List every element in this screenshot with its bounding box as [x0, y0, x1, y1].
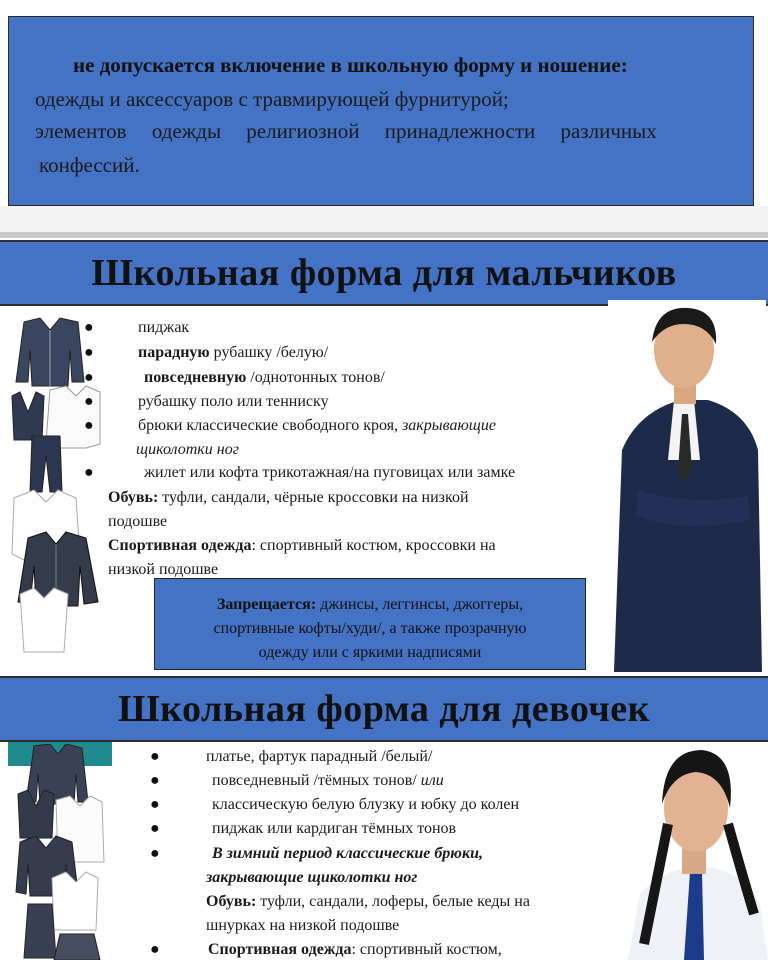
bullet: ● [84, 319, 94, 336]
girls-item-everyday: повседневный /тёмных тонов/ или [212, 772, 444, 789]
boys-item-formal-shirt: парадную рубашку /белую/ [138, 344, 329, 361]
boys-sportswear: Спортивная одежда: спортивный костюм, кроссовки на [108, 537, 496, 554]
polo-sketch [20, 588, 68, 652]
boys-item-trousers: брюки классические свободного кроя, закрывающие [138, 417, 496, 434]
notice-line: элементов одежды религиозной принадлежности различных [35, 119, 657, 143]
girls-sportswear: Спортивная одежда: спортивный костюм, [208, 941, 502, 958]
boys-heading-text: Школьная форма для мальчиков [91, 252, 677, 294]
notice-line: конфессий. [39, 153, 140, 177]
girls-item-jacket: пиджак или кардиган тёмных тонов [212, 820, 457, 837]
girls-item-winter-trousers: В зимний период классические брюки, [212, 845, 483, 862]
girls-section-heading [0, 676, 768, 742]
boys-item-vest: жилет или кофта трикотажная/на пуговицах или замке [144, 464, 516, 481]
white-shirt-sketch-girls [52, 872, 98, 930]
forbid-line: одежду или с яркими надписями [258, 644, 482, 661]
separator-strip [0, 206, 768, 234]
girls-jacket-sketch [26, 744, 88, 804]
bullet: ● [84, 369, 94, 386]
bullet: ● [84, 464, 94, 481]
bullet: ● [150, 748, 160, 765]
boys-forbidden-box [154, 578, 586, 670]
girls-item-blouse-skirt: классическую белую блузку и юбку до колен [212, 796, 520, 813]
bullet: ● [150, 820, 160, 837]
separator-line [0, 232, 768, 238]
girls-shoes: Обувь: туфли, сандали, лоферы, белые кеды на [206, 893, 530, 910]
bullet: ● [150, 941, 160, 958]
bullet: ● [150, 796, 160, 813]
boy-in-suit-photo [608, 300, 766, 672]
boys-sportswear-cont: низкой подошве [108, 561, 219, 578]
notice-line: одежды и аксессуаров с травмирующей фурнитурой; [35, 87, 509, 111]
bullet: ● [150, 772, 160, 789]
jacket-sketch [16, 318, 84, 386]
notice-lead: не допускается включение в школьную форму и ношение: [73, 53, 628, 77]
girls-item-winter-trousers-cont: закрывающие щиколотки ног [206, 869, 418, 886]
girls-shoes-cont: шнурках на низкой подошве [206, 917, 400, 934]
forbid-line: Запрещается: джинсы, леггинсы, джоггеры, [216, 596, 524, 613]
bullet: ● [150, 845, 160, 862]
boys-item-jacket: пиджак [138, 319, 190, 336]
girl-in-uniform-photo [604, 744, 768, 960]
forbid-line: спортивные кофты/худи/, а также прозрачную [213, 620, 527, 637]
girls-garments-illustration [8, 744, 108, 960]
bullet: ● [84, 393, 94, 410]
boys-item-polo: рубашку поло или тенниску [138, 393, 329, 410]
bullet: ● [84, 417, 94, 434]
prohibition-notice [8, 16, 754, 206]
bullet: ● [84, 344, 94, 361]
girls-heading-text: Школьная форма для девочек [117, 688, 651, 730]
boys-item-everyday-shirt: повседневную /однотонных тонов/ [144, 369, 385, 386]
vest-sketch [12, 392, 44, 440]
girls-item-dress: платье, фартук парадный /белый/ [206, 748, 433, 765]
boys-shoes: Обувь: туфли, сандали, чёрные кроссовки на низкой [108, 489, 469, 506]
boys-shoes-cont: подошве [108, 513, 168, 530]
boys-section-heading [0, 240, 768, 306]
boys-item-trousers-cont: щиколотки ног [136, 441, 239, 458]
trousers-sketch [30, 436, 62, 492]
